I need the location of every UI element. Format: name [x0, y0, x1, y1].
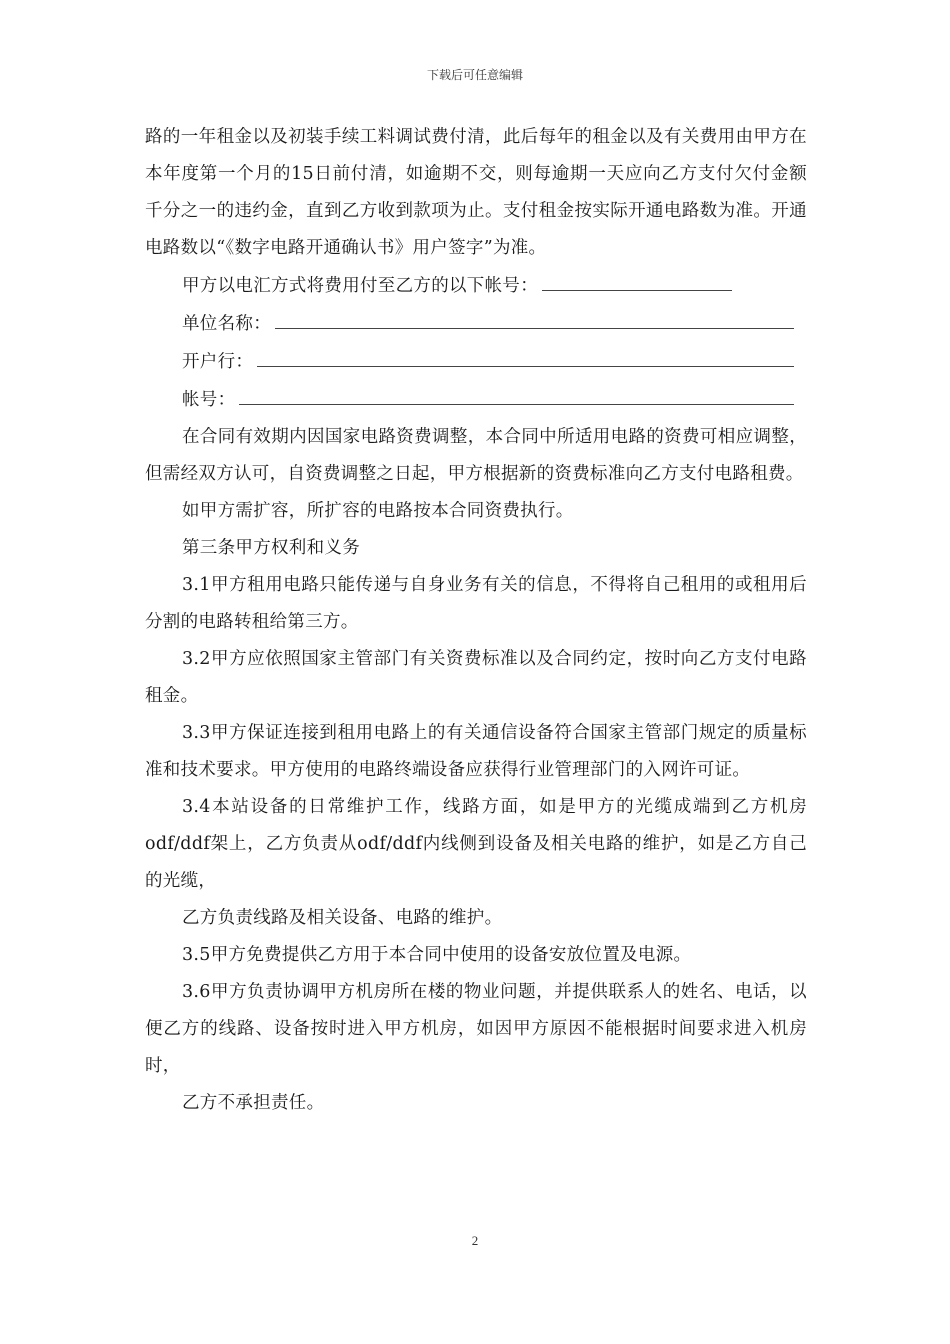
clause-3-6-continued: 乙方不承担责任。	[182, 1093, 325, 1113]
company-name-blank	[275, 305, 794, 329]
bank-blank	[257, 343, 794, 367]
clause-3-6: 3.6甲方负责协调甲方机房所在楼的物业问题，并提供联系人的姓名、电话，以便乙方的线路、设备按时进入甲方机房，如因甲方原因不能根据时间要求进入机房时，	[145, 982, 807, 1076]
account-intro-label: 甲方以电汇方式将费用付至乙方的以下帐号：	[182, 276, 538, 296]
paragraph-rent-payment: 路的一年租金以及初装手续工料调试费付清，此后每年的租金以及有关费用由甲方在本年度第一个月的15日前付清，如逾期不交，则每逾期一天应向乙方支付欠付金额千分之一的违约金，直到乙方收到款项为止。支付租金按实际开通电路数为准。开通电路数以“《数字电路开通确认书》用户签字”为准。	[145, 127, 807, 258]
bank-label: 开户行：	[182, 352, 254, 372]
clause-3-2: 3.2甲方应依照国家主管部门有关资费标准以及合同约定，按时向乙方支付电路租金。	[145, 649, 807, 706]
account-number-blank	[239, 381, 794, 405]
clause-3-5: 3.5甲方免费提供乙方用于本合同中使用的设备安放位置及电源。	[182, 945, 692, 965]
paragraph-expansion: 如甲方需扩容，所扩容的电路按本合同资费执行。	[182, 501, 574, 521]
page-header: 下载后可任意编辑	[426, 68, 523, 82]
account-number-field	[145, 381, 794, 419]
account-number-label: 帐号：	[182, 390, 236, 410]
page-number: 2	[471, 1233, 479, 1248]
clause-3-3: 3.3甲方保证连接到租用电路上的有关通信设备符合国家主管部门规定的质量标准和技术要求。甲方使用的电路终端设备应获得行业管理部门的入网许可证。	[145, 723, 807, 780]
account-intro-blank	[542, 267, 732, 291]
clause-3-4: 3.4本站设备的日常维护工作，线路方面，如是甲方的光缆成端到乙方机房odf/ddf架上，乙方负责从odf/ddf内线侧到设备及相关电路的维护，如是乙方自己的光缆，	[145, 797, 807, 891]
paragraph-tariff-adjustment: 在合同有效期内因国家电路资费调整，本合同中所适用电路的资费可相应调整，但需经双方认可，自资费调整之日起，甲方根据新的资费标准向乙方支付电路租费。	[145, 427, 807, 484]
clause-3-4-continued: 乙方负责线路及相关设备、电路的维护。	[182, 908, 503, 928]
company-name-field	[145, 305, 794, 343]
company-name-label: 单位名称：	[182, 314, 271, 334]
bank-field	[145, 343, 794, 381]
section-heading-article-3: 第三条甲方权利和义务	[182, 538, 360, 558]
document-body	[145, 119, 807, 1122]
account-intro-field	[145, 267, 794, 305]
clause-3-1: 3.1甲方租用电路只能传递与自身业务有关的信息，不得将自己租用的或租用后分割的电路转租给第三方。	[145, 575, 807, 632]
